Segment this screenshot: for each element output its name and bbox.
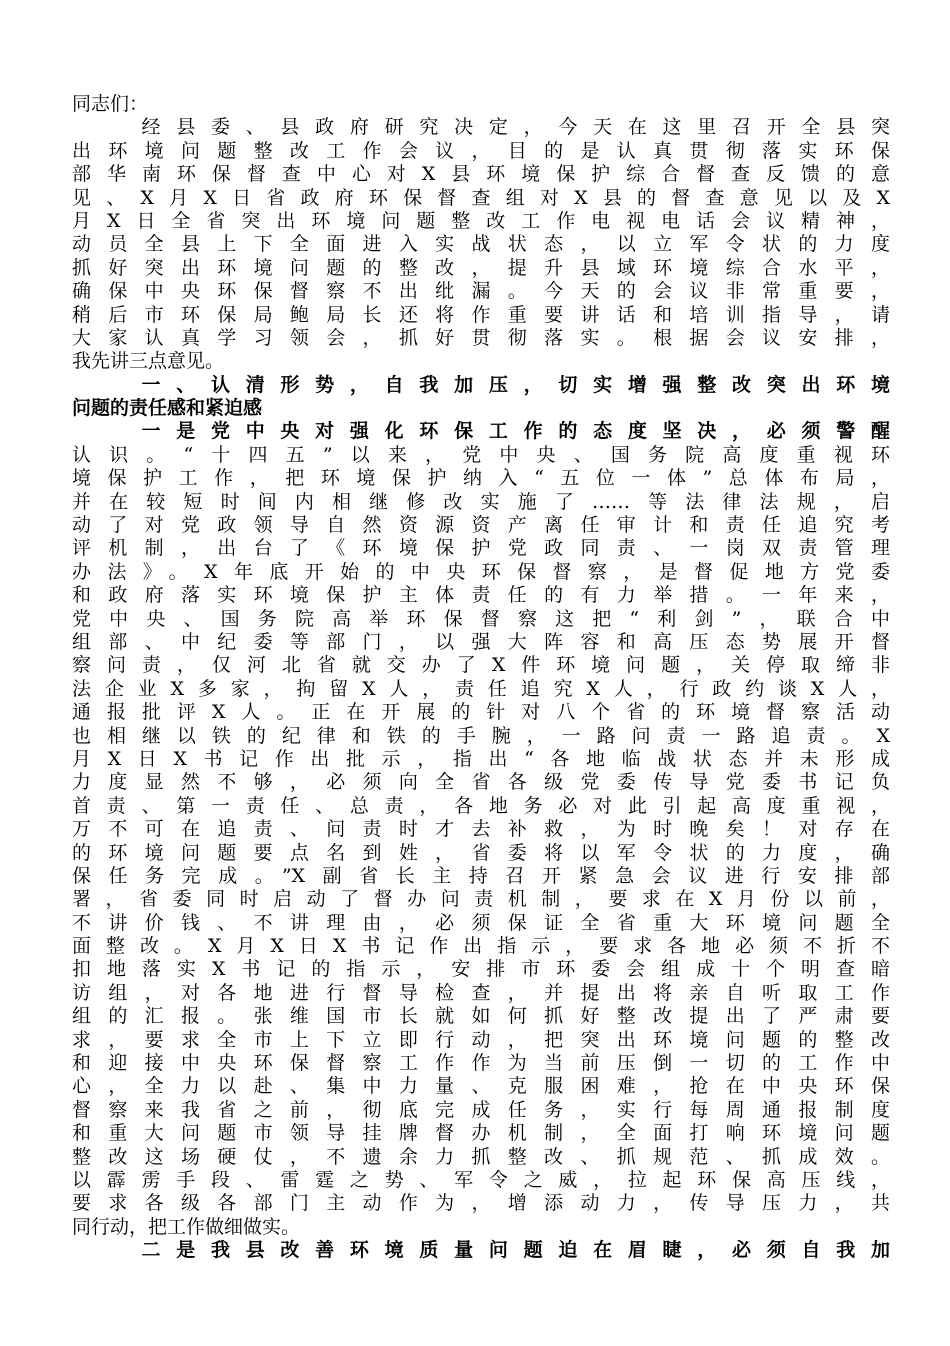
text-line: 也相继以铁的纪律和铁的手腕，一路问责一路追责。X bbox=[72, 724, 890, 747]
text-line: 整改这场硬仗，不遗余力抓整改、抓规范、抓成效。 bbox=[72, 1145, 890, 1168]
text-line: 以霹雳手段、雷霆之势、军令之威，拉起环保高压线， bbox=[72, 1168, 890, 1191]
text-line: 大家认真学习领会，抓好贯彻落实。根据会议安排， bbox=[72, 326, 890, 349]
text-line: 组的汇报。张维国市长就如何抓好整改提出了严肃要 bbox=[72, 1005, 890, 1028]
text-line: 察问责，仅河北省就交办了X件环境问题，关停取缔非 bbox=[72, 654, 890, 677]
text-line: 面整改。X月X日X书记作出指示，要求各地必须不折不 bbox=[72, 935, 890, 958]
text-line: 万不可在追责、问责时才去补救，为时晚矣！对存在 bbox=[72, 818, 890, 841]
text-line: 通报批评X人。正在开展的针对八个省的环境督察活动 bbox=[72, 701, 890, 724]
heading-line: 一是党中央对强化环保工作的态度坚决，必须警醒 bbox=[72, 420, 890, 443]
text-line: 首责、第一责任、总责，各地务必对此引起高度重视， bbox=[72, 794, 890, 817]
text-line: 要求各级各部门主动作为，增添动力，传导压力，共 bbox=[72, 1192, 890, 1215]
text-line: 经县委、县政府研究决定，今天在这里召开全县突 bbox=[72, 116, 890, 139]
text-line: 的环境问题要点名到姓，省委将以军令状的力度，确 bbox=[72, 841, 890, 864]
text-line: 扣地落实X书记的指示，安排市环委会组成十个明查暗 bbox=[72, 958, 890, 981]
text-line: 见、X月X日省政府环保督查组对X县的督查意见以及X bbox=[72, 186, 890, 209]
text-line: 访组，对各地进行督导检查，并提出将亲自听取工作 bbox=[72, 981, 890, 1004]
text-line: 部华南环保督查中心对X县环境保护综合督查反馈的意 bbox=[72, 163, 890, 186]
text-line: 出环境问题整改工作会议，目的是认真贯彻落实环保 bbox=[72, 139, 890, 162]
text-line: 抓好突出环境问题的整改，提升县域环境综合水平， bbox=[72, 256, 890, 279]
text-line: 同行动，把工作做细做实。 bbox=[72, 1215, 301, 1238]
text-line: 我先讲三点意见。 bbox=[72, 350, 225, 373]
text-line: 并在较短时间内相继修改实施了……等法律法规，启 bbox=[72, 490, 890, 513]
text-line: 不讲价钱、不讲理由，必须保证全省重大环境问题全 bbox=[72, 911, 890, 934]
heading-line: 二是我县改善环境质量问题迫在眉睫，必须自我加 bbox=[72, 1239, 890, 1262]
text-line: 同志们： bbox=[72, 93, 149, 115]
text-line: 求，要求全市上下立即行动，把突出环境问题的整改 bbox=[72, 1028, 890, 1051]
text-line: 和政府落实环境保护主体责任的有力举措。一年来， bbox=[72, 584, 890, 607]
text-line: 境保护工作，把环境保护纳入“五位一体”总体布局， bbox=[72, 467, 890, 490]
heading-line: 一、认清形势，自我加压，切实增强整改突出环境 bbox=[72, 373, 890, 396]
document-page bbox=[72, 93, 890, 1263]
text-line: 和重大问题市领导挂牌督办机制，全面打响环境问题 bbox=[72, 1122, 890, 1145]
text-line: 评机制，出台了《环境保护党政同责、一岗双责管理 bbox=[72, 537, 890, 560]
text-line: 月X日全省突出环境问题整改工作电视电话会议精神， bbox=[72, 209, 890, 232]
text-line: 法企业X多家，拘留X人，责任追究X人，行政约谈X人， bbox=[72, 677, 890, 700]
text-line: 署，省委同时启动了督办问责机制，要求在X月份以前， bbox=[72, 888, 890, 911]
text-line: 认识。“十四五”以来，党中央、国务院高度重视环 bbox=[72, 443, 890, 466]
text-line: 和迎接中央环保督察工作作为当前压倒一切的工作中 bbox=[72, 1052, 890, 1075]
text-line: 组部、中纪委等部门，以强大阵容和高压态势展开督 bbox=[72, 630, 890, 653]
text-line: 心，全力以赴、集中力量、克服困难，抢在中央环保 bbox=[72, 1075, 890, 1098]
text-line: 党中央、国务院高举环保督察这把“利剑”，联合中 bbox=[72, 607, 890, 630]
text-line: 确保中央环保督察不出纰漏。今天的会议非常重要， bbox=[72, 280, 890, 303]
text-line: 力度显然不够，必须向全省各级党委传导党委书记负 bbox=[72, 771, 890, 794]
heading-line: 问题的责任感和紧迫感 bbox=[72, 397, 263, 420]
text-line: 办法》。X年底开始的中央环保督察，是督促地方党委 bbox=[72, 560, 890, 583]
text-line: 保任务完成。”X副省长主持召开紧急会议进行安排部 bbox=[72, 864, 890, 887]
text-line: 稍后市环保局鲍局长还将作重要讲话和培训指导，请 bbox=[72, 303, 890, 326]
text-line: 动了对党政领导自然资源资产离任审计和责任追究考 bbox=[72, 514, 890, 537]
text-line: 动员全县上下全面进入实战状态，以立军令状的力度 bbox=[72, 233, 890, 256]
text-line: 督察来我省之前，彻底完成任务，实行每周通报制度 bbox=[72, 1098, 890, 1121]
text-line: 月X日X书记作出批示，指出“各地临战状态并未形成 bbox=[72, 747, 890, 770]
